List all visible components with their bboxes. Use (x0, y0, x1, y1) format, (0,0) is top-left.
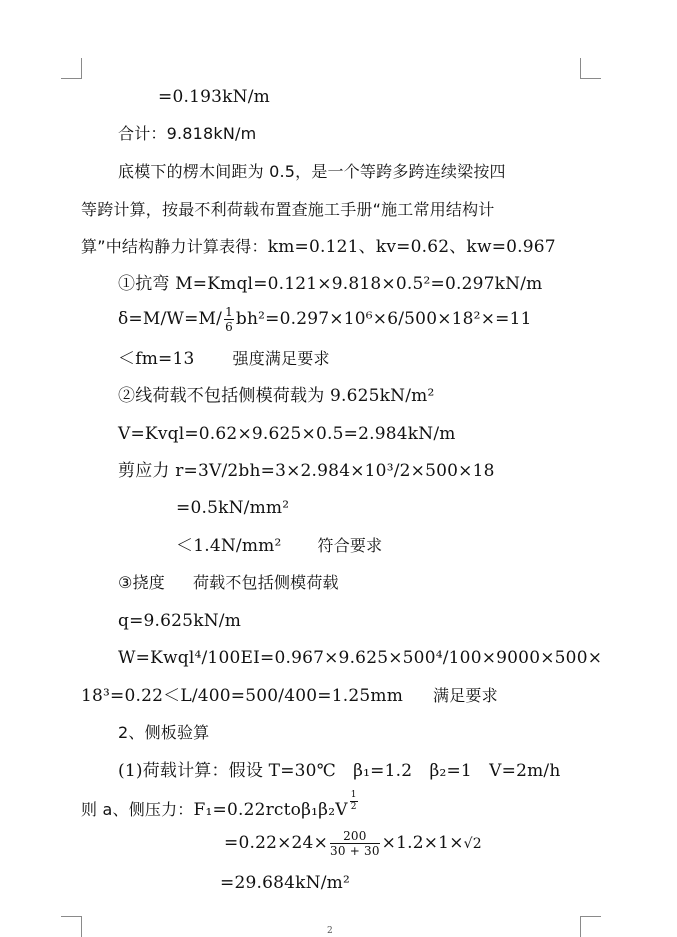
fraction-denominator: 6 (225, 320, 233, 334)
exponent-fraction (350, 791, 358, 812)
text-line (118, 306, 532, 333)
text-line: 合计：9.818kN/m (118, 124, 257, 143)
text-segment: ＜fm=13 (118, 349, 195, 369)
text-segment: F₁=0.22rctoβ₁β₂V (193, 800, 348, 820)
text-line: V=Kvql=0.62×9.625×0.5=2.984kN/m (118, 424, 456, 444)
fraction (330, 830, 380, 857)
text-line (81, 790, 360, 821)
text-line (118, 572, 339, 594)
crop-mark-top-right (580, 58, 601, 79)
text-line: ②线荷载不包括侧模荷载为 9.625kN/m² (118, 386, 435, 406)
text-segment: 算”中结构静力计算表得： (81, 237, 268, 256)
text-segment: km=0.121、kv=0.62、kw=0.967 (267, 237, 556, 257)
fraction-numerator: 1 (225, 305, 233, 319)
sqrt-symbol: √2 (463, 836, 482, 852)
text-line: (1)荷载计算：假设 T=30℃ β₁=1.2 β₂=1 V=2m/h (118, 761, 561, 781)
page-number: 2 (327, 926, 333, 936)
text-line: 等跨计算，按最不利荷载布置查施工手册“施工常用结构计 (81, 200, 495, 219)
text-segment: 荷载不包括侧模荷载 (192, 573, 339, 592)
text-segment: δ=M/W=M/ (118, 309, 223, 329)
text-segment: ＜1.4N/mm² (176, 536, 282, 556)
text-segment: 18³=0.22＜L/400=500/400=1.25mm (81, 686, 404, 706)
text-line: =29.684kN/m² (220, 873, 350, 893)
text-segment: bh²=0.297×10⁶×6/500×18²×=11 (235, 309, 532, 329)
text-line (81, 236, 556, 258)
fraction-denominator: 2 (350, 802, 357, 812)
text-line: q=9.625kN/m (118, 611, 242, 631)
fraction-numerator: 1 (350, 790, 357, 800)
crop-mark-bottom-left (61, 916, 82, 937)
text-segment: 符合要求 (317, 536, 383, 555)
text-line: 2、侧板验算 (118, 723, 210, 742)
text-segment: 强度满足要求 (232, 349, 330, 368)
text-line: W=Kwql⁴/100EI=0.967×9.625×500⁴/100×9000×500× (118, 648, 603, 668)
text-segment: =0.22×24× (224, 833, 329, 853)
text-line (176, 535, 382, 557)
text-line: 底模下的楞木间距为 0.5，是一个等跨多跨连续梁按四 (118, 162, 506, 181)
text-segment: 满足要求 (433, 686, 498, 705)
text-line (81, 685, 498, 707)
text-line (224, 830, 482, 857)
crop-mark-bottom-right (580, 916, 601, 937)
text-line: 剪应力 r=3V/2bh=3×2.984×10³/2×500×18 (118, 461, 495, 481)
crop-mark-top-left (61, 58, 82, 79)
text-line (118, 348, 330, 370)
fraction-denominator: 30 + 30 (330, 844, 380, 858)
text-line: ①抗弯 M=Kmql=0.121×9.818×0.5²=0.297kN/m (118, 274, 543, 294)
text-segment: ③挠度 (118, 573, 165, 592)
fraction (224, 306, 234, 333)
fraction-numerator: 200 (330, 830, 380, 844)
text-segment: 则 a、侧压力： (81, 800, 194, 819)
text-line: =0.5kN/mm² (176, 498, 290, 518)
text-line: =0.193kN/m (158, 87, 270, 107)
text-segment: ×1.2×1× (381, 833, 464, 853)
